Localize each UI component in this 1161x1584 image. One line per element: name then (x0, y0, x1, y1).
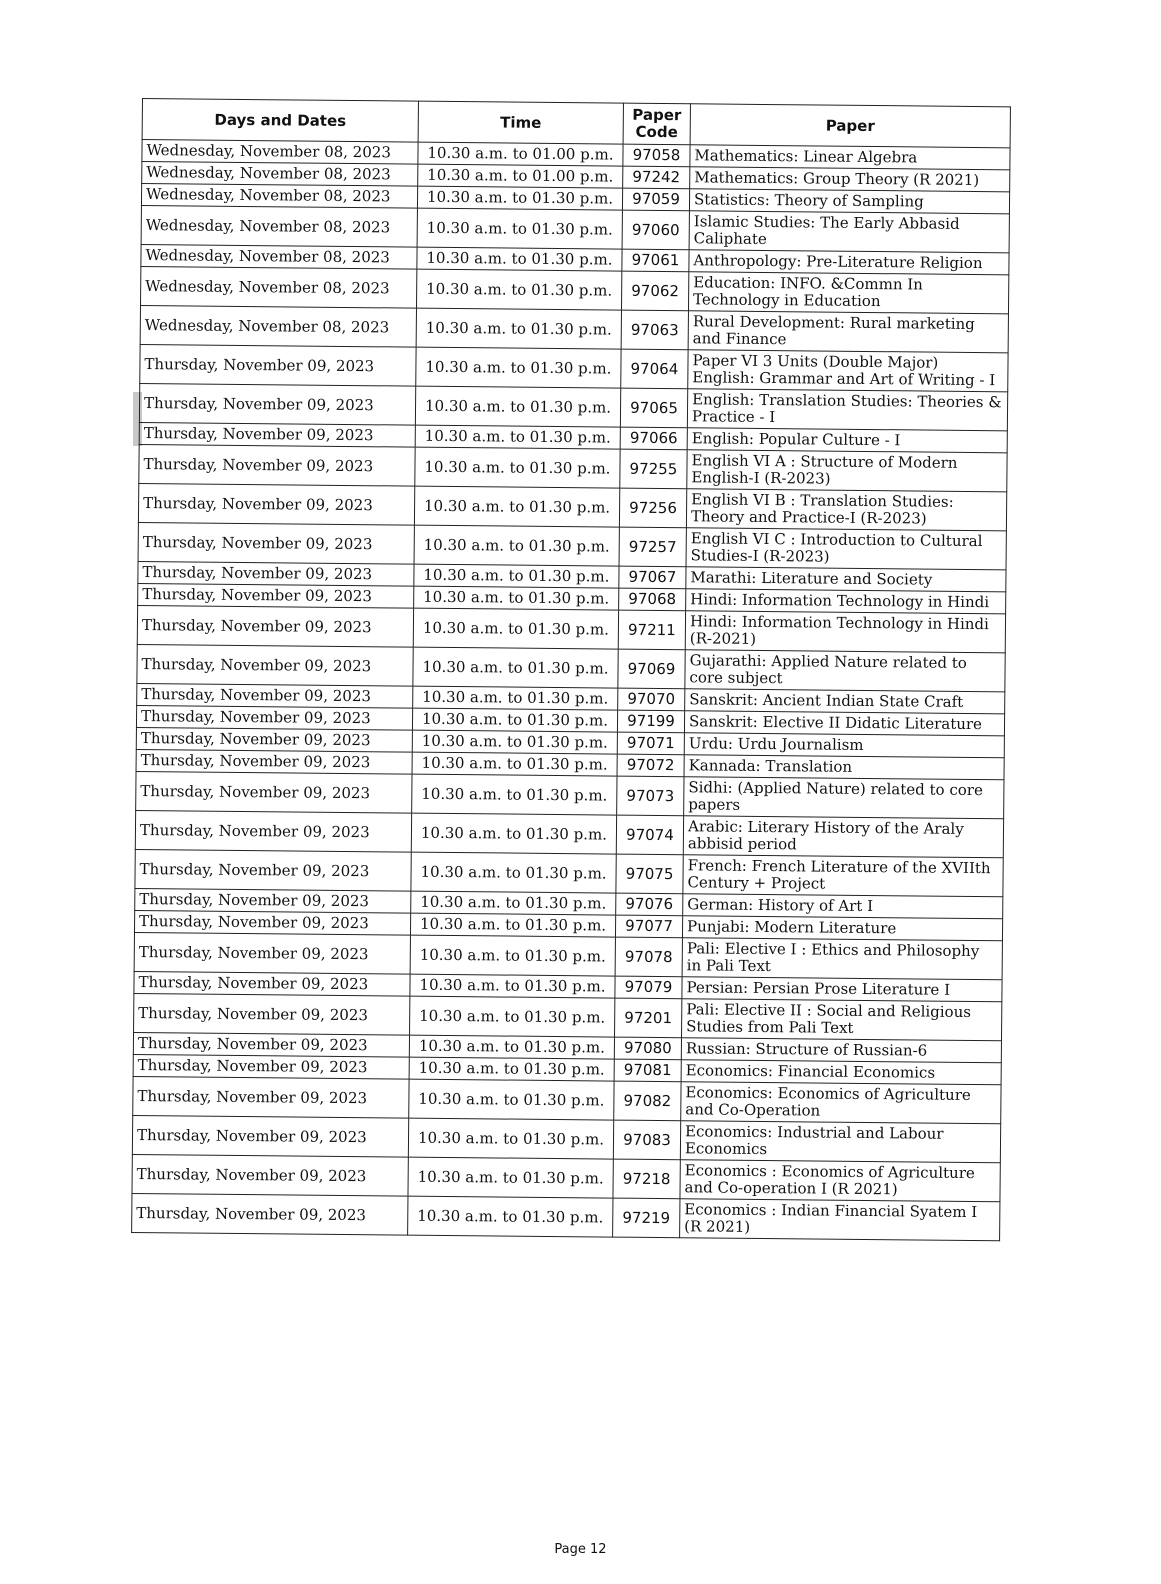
cell-date: Thursday, November 09, 2023 (132, 1154, 408, 1196)
page-number: Page 12 (554, 1542, 607, 1557)
cell-date: Thursday, November 09, 2023 (136, 727, 412, 752)
cell-time: 10.30 a.m. to 01.30 p.m. (412, 774, 617, 815)
header-time: Time (418, 101, 623, 144)
cell-paper-code: 97218 (613, 1159, 680, 1199)
cell-date: Thursday, November 09, 2023 (139, 444, 415, 486)
cell-paper-code: 97060 (622, 210, 689, 250)
cell-paper-code: 97257 (619, 527, 686, 567)
cell-paper: Mathematics: Group Theory (R 2021) (690, 167, 1010, 192)
cell-paper: Marathi: Literature and Society (686, 567, 1006, 592)
cell-paper: English VI C : Introduction to Cultural Studies-I (R-2023) (686, 528, 1006, 570)
cell-date: Wednesday, November 08, 2023 (141, 205, 417, 247)
cell-paper-code: 97199 (617, 710, 684, 733)
cell-time: 10.30 a.m. to 01.30 p.m. (417, 208, 622, 249)
cell-date: Thursday, November 09, 2023 (133, 1054, 409, 1079)
cell-paper-code: 97059 (622, 188, 689, 211)
cell-paper-code: 97066 (620, 427, 687, 450)
cell-paper: Hindi: Information Technology in Hindi (R-2021) (685, 611, 1005, 653)
cell-paper: English VI A : Structure of Modern English-I (R-2023) (687, 450, 1007, 492)
cell-paper-code: 97080 (614, 1037, 681, 1060)
cell-date: Thursday, November 09, 2023 (133, 1076, 409, 1118)
cell-date: Thursday, November 09, 2023 (134, 932, 410, 974)
cell-paper-code: 97077 (615, 915, 682, 938)
cell-time: 10.30 a.m. to 01.30 p.m. (408, 1196, 613, 1237)
cell-paper: Sanskrit: Elective II Didatic Literature (684, 711, 1004, 736)
cell-date: Thursday, November 09, 2023 (138, 522, 414, 564)
cell-paper: English VI B : Translation Studies: Theory and Practice-I (R-2023) (686, 489, 1006, 531)
cell-paper: Russian: Structure of Russian-6 (681, 1038, 1001, 1063)
cell-date: Thursday, November 09, 2023 (132, 1115, 408, 1157)
header-paper: Paper (690, 104, 1010, 148)
cell-time: 10.30 a.m. to 01.30 p.m. (413, 608, 618, 649)
cell-time: 10.30 a.m. to 01.30 p.m. (417, 247, 622, 271)
cell-paper: Statistics: Theory of Sampling (689, 189, 1009, 214)
cell-date: Thursday, November 09, 2023 (137, 644, 413, 686)
cell-time: 10.30 a.m. to 01.30 p.m. (414, 486, 619, 527)
cell-paper-code: 97074 (616, 815, 683, 855)
cell-paper: Paper VI 3 Units (Double Major) English: Grammar and Art of Writing - I (688, 350, 1008, 392)
cell-time: 10.30 a.m. to 01.30 p.m. (411, 891, 616, 915)
cell-time: 10.30 a.m. to 01.30 p.m. (408, 1118, 613, 1159)
cell-time: 10.30 a.m. to 01.30 p.m. (411, 813, 616, 854)
table-row (132, 1193, 1000, 1240)
cell-paper: Urdu: Urdu Journalism (684, 733, 1004, 758)
cell-paper: Arabic: Literary History of the Araly abbisid period (683, 816, 1003, 858)
cell-paper: French: French Literature of the XVIIth Century + Project (683, 855, 1003, 897)
cell-date: Thursday, November 09, 2023 (134, 993, 410, 1035)
cell-time: 10.30 a.m. to 01.30 p.m. (414, 586, 619, 610)
cell-time: 10.30 a.m. to 01.00 p.m. (418, 142, 623, 166)
cell-paper-code: 97081 (614, 1059, 681, 1082)
cell-paper: Economics: Industrial and Labour Economics (680, 1121, 1000, 1163)
cell-paper: Hindi: Information Technology in Hindi (686, 589, 1006, 614)
cell-time: 10.30 a.m. to 01.30 p.m. (413, 686, 618, 710)
cell-time: 10.30 a.m. to 01.30 p.m. (409, 1079, 614, 1120)
cell-paper: Economics: Financial Economics (681, 1060, 1001, 1085)
cell-date: Wednesday, November 08, 2023 (141, 244, 417, 269)
cell-paper-code: 97242 (623, 166, 690, 189)
cell-paper-code: 97067 (619, 566, 686, 589)
cell-paper-code: 97075 (616, 854, 683, 894)
cell-paper-code: 97069 (618, 649, 685, 689)
cell-date: Thursday, November 09, 2023 (137, 605, 413, 647)
cell-date: Thursday, November 09, 2023 (135, 810, 411, 852)
cell-date: Thursday, November 09, 2023 (138, 583, 414, 608)
cell-date: Thursday, November 09, 2023 (135, 849, 411, 891)
cell-paper-code: 97065 (620, 388, 687, 428)
cell-date: Thursday, November 09, 2023 (132, 1193, 408, 1235)
cell-date: Wednesday, November 08, 2023 (142, 140, 418, 165)
cell-date: Thursday, November 09, 2023 (135, 888, 411, 913)
cell-paper-code: 97201 (615, 998, 682, 1038)
cell-time: 10.30 a.m. to 01.30 p.m. (412, 752, 617, 776)
cell-date: Wednesday, November 08, 2023 (141, 184, 417, 209)
cell-date: Wednesday, November 08, 2023 (141, 266, 417, 308)
cell-date: Thursday, November 09, 2023 (138, 483, 414, 525)
cell-paper: Economics : Economics of Agriculture and Co-operation I (R 2021) (680, 1160, 1000, 1202)
cell-paper-code: 97076 (616, 893, 683, 916)
header-days-and-dates: Days and Dates (142, 99, 418, 143)
table-body (132, 140, 1010, 1241)
cell-time: 10.30 a.m. to 01.30 p.m. (415, 425, 620, 449)
header-paper-code: Paper Code (623, 103, 690, 145)
cell-paper: Anthropology: Pre-Literature Religion (689, 250, 1009, 275)
cell-time: 10.30 a.m. to 01.30 p.m. (410, 935, 615, 976)
cell-paper-code: 97070 (618, 688, 685, 711)
cell-date: Thursday, November 09, 2023 (137, 683, 413, 708)
cell-date: Thursday, November 09, 2023 (134, 971, 410, 996)
cell-paper: Rural Development: Rural marketing and Finance (688, 311, 1008, 353)
cell-paper: Pali: Elective II : Social and Religious Studies from Pali Text (682, 999, 1002, 1041)
cell-date: Thursday, November 09, 2023 (136, 749, 412, 774)
cell-paper-code: 97078 (615, 937, 682, 977)
cell-paper-code: 97061 (622, 249, 689, 272)
cell-paper-code: 97062 (621, 271, 688, 311)
cell-paper: German: History of Art I (683, 894, 1003, 919)
cell-date: Thursday, November 09, 2023 (136, 705, 412, 730)
cell-paper-code: 97255 (620, 449, 687, 489)
cell-time: 10.30 a.m. to 01.30 p.m. (408, 1157, 613, 1198)
cell-time: 10.30 a.m. to 01.30 p.m. (416, 347, 621, 388)
cell-paper: Economics: Economics of Agriculture and Co-Operation (681, 1082, 1001, 1124)
cell-paper: Gujarathi: Applied Nature related to core subject (685, 650, 1005, 692)
exam-schedule-table (131, 98, 1011, 1241)
cell-time: 10.30 a.m. to 01.30 p.m. (409, 1035, 614, 1059)
cell-date: Thursday, November 09, 2023 (134, 910, 410, 935)
cell-time: 10.30 a.m. to 01.30 p.m. (413, 647, 618, 688)
cell-time: 10.30 a.m. to 01.30 p.m. (416, 308, 621, 349)
cell-paper: Mathematics: Linear Algebra (690, 145, 1010, 170)
cell-paper-code: 97071 (617, 732, 684, 755)
cell-paper-code: 97058 (623, 144, 690, 167)
cell-time: 10.30 a.m. to 01.30 p.m. (409, 1057, 614, 1081)
cell-date: Thursday, November 09, 2023 (139, 422, 415, 447)
cell-paper-code: 97073 (617, 776, 684, 816)
cell-time: 10.30 a.m. to 01.30 p.m. (416, 269, 621, 310)
cell-paper-code: 97082 (614, 1081, 681, 1121)
cell-time: 10.30 a.m. to 01.00 p.m. (418, 164, 623, 188)
cell-paper: Sidhi: (Applied Nature) related to core papers (684, 777, 1004, 819)
cell-paper: Sanskrit: Ancient Indian State Craft (685, 689, 1005, 714)
cell-paper: Islamic Studies: The Early Abbasid Caliphate (689, 211, 1009, 253)
cell-date: Thursday, November 09, 2023 (139, 383, 415, 425)
cell-date: Wednesday, November 08, 2023 (142, 162, 418, 187)
cell-paper: Education: INFO. &Commn In Technology in Education (688, 272, 1008, 314)
cell-paper-code: 97219 (613, 1198, 680, 1238)
cell-paper-code: 97068 (619, 588, 686, 611)
cell-time: 10.30 a.m. to 01.30 p.m. (415, 386, 620, 427)
cell-time: 10.30 a.m. to 01.30 p.m. (412, 730, 617, 754)
cell-paper-code: 97256 (619, 488, 686, 528)
cell-date: Thursday, November 09, 2023 (138, 561, 414, 586)
cell-time: 10.30 a.m. to 01.30 p.m. (414, 564, 619, 588)
cell-paper: Economics : Indian Financial Syatem I (R 2021) (680, 1199, 1000, 1241)
cell-time: 10.30 a.m. to 01.30 p.m. (410, 913, 615, 937)
cell-paper-code: 97072 (617, 754, 684, 777)
cell-time: 10.30 a.m. to 01.30 p.m. (410, 996, 615, 1037)
cell-date: Thursday, November 09, 2023 (136, 771, 412, 813)
cell-time: 10.30 a.m. to 01.30 p.m. (412, 708, 617, 732)
cell-paper: Pali: Elective I : Ethics and Philosophy in Pali Text (682, 938, 1002, 980)
schedule-sheet (136, 98, 1010, 1236)
cell-paper: Persian: Persian Prose Literature I (682, 977, 1002, 1002)
cell-date: Thursday, November 09, 2023 (133, 1032, 409, 1057)
cell-paper: Kannada: Translation (684, 755, 1004, 780)
cell-time: 10.30 a.m. to 01.30 p.m. (415, 447, 620, 488)
cell-date: Thursday, November 09, 2023 (140, 344, 416, 386)
cell-paper-code: 97079 (615, 976, 682, 999)
cell-time: 10.30 a.m. to 01.30 p.m. (417, 186, 622, 210)
cell-time: 10.30 a.m. to 01.30 p.m. (410, 974, 615, 998)
cell-date: Wednesday, November 08, 2023 (140, 305, 416, 347)
cell-paper-code: 97064 (621, 349, 688, 389)
cell-time: 10.30 a.m. to 01.30 p.m. (411, 852, 616, 893)
cell-paper: English: Popular Culture - I (687, 428, 1007, 453)
cell-paper-code: 97063 (621, 310, 688, 350)
cell-paper-code: 97083 (613, 1120, 680, 1160)
cell-paper: Punjabi: Modern Literature (682, 916, 1002, 941)
cell-paper-code: 97211 (618, 610, 685, 650)
cell-time: 10.30 a.m. to 01.30 p.m. (414, 525, 619, 566)
cell-paper: English: Translation Studies: Theories & Practice - I (687, 389, 1007, 431)
